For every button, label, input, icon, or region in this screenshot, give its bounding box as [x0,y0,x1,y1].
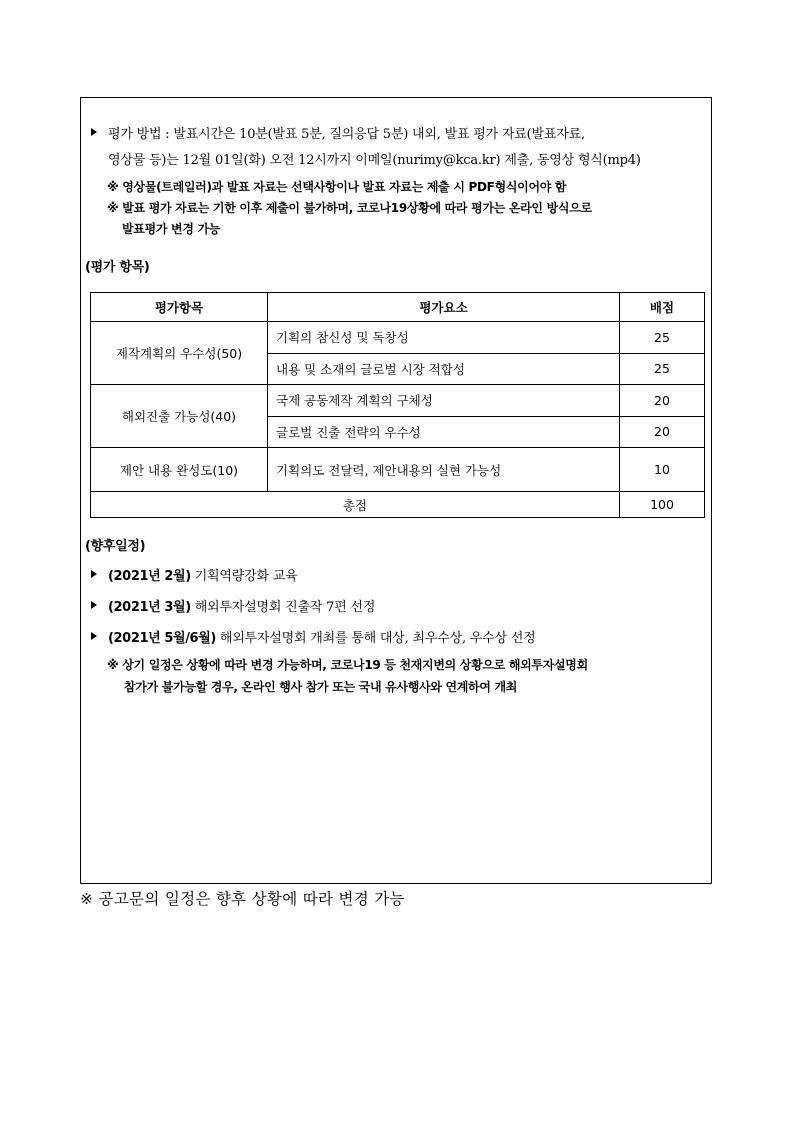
bullet-triangle-icon [91,601,97,609]
method-line-1: 평가 방법 : 발표시간은 10분(발표 5분, 질의응답 5분) 내외, 발표 평가 자료(발표자료, [108,127,585,142]
method-note-1: ※ 영상물(트레일러)과 발표 자료는 선택사항이나 발표 자료는 제출 시 PDF형식이어야 함 [107,180,567,194]
element-cell: 글로벌 진출 전략의 우수성 [268,416,620,448]
bullet-triangle-icon [91,128,97,136]
footer-note: ※ 공고문의 일정은 향후 상황에 따라 변경 가능 [80,890,405,908]
total-row [91,492,705,518]
score-cell: 20 [620,385,705,417]
bullet-triangle-icon [91,632,97,640]
schedule-heading: (향후일정) [85,539,146,554]
schedule-text: 해외투자설명회 진출작 7편 선정 [194,600,376,615]
bullet-triangle-icon [91,570,97,578]
category-cell: 제작계획의 우수성(50) [91,322,268,385]
schedule-text: 기획역량강화 교육 [194,569,298,584]
evaluation-table [90,292,705,518]
total-score: 100 [620,492,705,518]
category-cell: 해외진출 가능성(40) [91,385,268,448]
schedule-item [108,565,298,584]
header-score: 배점 [620,293,705,322]
schedule-note-line-1: ※ 상기 일정은 상황에 따라 변경 가능하며, 코로나19 등 천재지변의 상황으로 해외투자설명회 [107,658,588,672]
schedule-date: (2021년 5월/6월) [108,631,216,646]
element-cell: 내용 및 소재의 글로벌 시장 적합성 [268,353,620,385]
eval-heading: (평가 항목) [85,260,150,275]
table-row [91,322,705,354]
schedule-item [108,627,536,646]
header-element: 평가요소 [268,293,620,322]
method-line-2: 영상물 등)는 12월 01일(화) 오전 12시까지 이메일(nurimy@kca.kr) 제출, 동영상 형식(mp4) [108,153,641,168]
method-note-2-line-1: ※ 발표 평가 자료는 기한 이후 제출이 불가하며, 코로나19상황에 따라 평가는 온라인 방식으로 [107,201,592,215]
score-cell: 20 [620,416,705,448]
table-row [91,385,705,417]
score-cell: 25 [620,353,705,385]
element-cell: 기획의 참신성 및 독창성 [268,322,620,354]
schedule-text: 해외투자설명회 개최를 통해 대상, 최우수상, 우수상 선정 [219,631,536,646]
category-cell: 제안 내용 완성도(10) [91,448,268,492]
schedule-item [108,596,375,615]
header-category: 평가항목 [91,293,268,322]
schedule-date: (2021년 2월) [108,569,191,584]
score-cell: 10 [620,448,705,492]
score-cell: 25 [620,322,705,354]
schedule-date: (2021년 3월) [108,600,191,615]
schedule-note-line-2: 참가가 불가능할 경우, 온라인 행사 참가 또는 국내 유사행사와 연계하여 개최 [124,680,518,694]
table-row [91,448,705,492]
total-label: 총점 [91,492,620,518]
method-note-2-line-2: 발표평가 변경 가능 [122,222,221,236]
element-cell: 국제 공동제작 계획의 구체성 [268,385,620,417]
element-cell: 기획의도 전달력, 제안내용의 실현 가능성 [268,448,620,492]
